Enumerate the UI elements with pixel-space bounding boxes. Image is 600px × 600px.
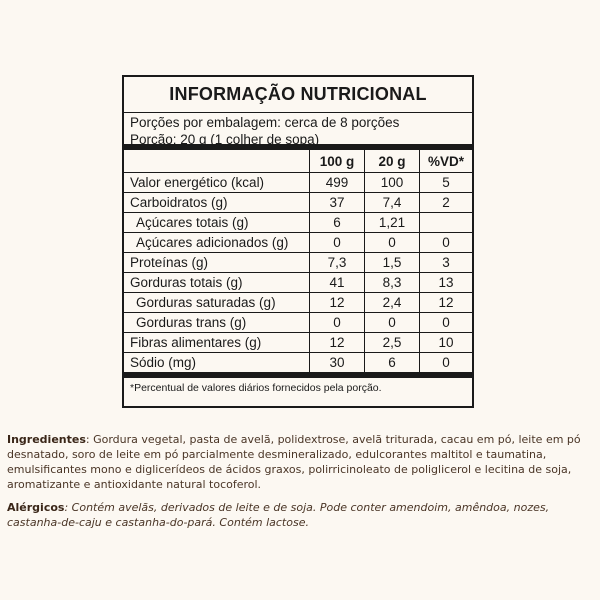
- value-20g: 6: [365, 353, 420, 376]
- value-20g: 1,5: [365, 253, 420, 273]
- header-20g: 20 g: [365, 150, 420, 173]
- value-20g: 2,5: [365, 333, 420, 353]
- serving-info: [124, 113, 472, 150]
- value-vd: 0: [420, 353, 473, 376]
- value-100g: 499: [310, 173, 365, 193]
- nutrient-name: Açúcares adicionados (g): [124, 233, 310, 253]
- allergens-label: Alérgicos: [7, 501, 65, 514]
- footnote: *Percentual de valores diários fornecidos pela porção.: [130, 382, 382, 394]
- ingredients-label: Ingredientes: [7, 433, 86, 446]
- nutrient-name: Sódio (mg): [124, 353, 310, 376]
- serving-size: Porção: 20 g (1 colher de sopa): [130, 131, 320, 147]
- value-vd: 3: [420, 253, 473, 273]
- nutrition-title: INFORMAÇÃO NUTRICIONAL: [124, 77, 472, 113]
- header-blank: [124, 150, 310, 173]
- nutrition-facts-panel: [122, 75, 474, 408]
- header-100g: 100 g: [310, 150, 365, 173]
- value-vd: 2: [420, 193, 473, 213]
- value-vd: 5: [420, 173, 473, 193]
- value-100g: 0: [310, 233, 365, 253]
- nutrition-header-row: [124, 150, 472, 173]
- value-20g: 0: [365, 313, 420, 333]
- nutrient-name: Carboidratos (g): [124, 193, 310, 213]
- value-100g: 30: [310, 353, 365, 376]
- value-vd: 10: [420, 333, 473, 353]
- value-vd: [420, 213, 473, 233]
- value-20g: 1,21: [365, 213, 420, 233]
- nutrition-row: [124, 273, 472, 293]
- ingredients-text: : Gordura vegetal, pasta de avelã, polidextrose, avelã triturada, cacau em pó, leite em pó desnatado, soro de leite em pó parcialmente desmineralizado, edulcorantes maltitol e taumatina, emulsificantes mono e diglicerídeos de ácidos graxos, polirricinoleato de poliglicerol e lecitina de soja, aromatizante e antioxidante natural tocoferol.: [7, 433, 581, 491]
- value-100g: 0: [310, 313, 365, 333]
- value-20g: 0: [365, 233, 420, 253]
- value-100g: 12: [310, 333, 365, 353]
- value-100g: 6: [310, 213, 365, 233]
- value-vd: 0: [420, 233, 473, 253]
- value-100g: 37: [310, 193, 365, 213]
- nutrition-row: [124, 253, 472, 273]
- nutrient-name: Gorduras saturadas (g): [124, 293, 310, 313]
- allergens-text: : Contém avelãs, derivados de leite e de soja. Pode conter amendoim, amêndoa, nozes, castanha-de-caju e castanha-do-pará. Contém lactose.: [7, 501, 550, 529]
- nutrition-row: [124, 333, 472, 353]
- value-100g: 7,3: [310, 253, 365, 273]
- nutrient-name: Valor energético (kcal): [130, 175, 265, 190]
- value-vd: 13: [420, 273, 473, 293]
- nutrient-name: Fibras alimentares (g): [124, 333, 310, 353]
- nutrient-name: Proteínas (g): [124, 253, 310, 273]
- nutrition-row: [124, 193, 472, 213]
- servings-per-package: Porções por embalagem: cerca de 8 porções: [130, 115, 400, 130]
- value-20g: 2,4: [365, 293, 420, 313]
- header-vd: %VD*: [420, 150, 473, 173]
- value-20g: 100: [365, 173, 420, 193]
- nutrient-name: Gorduras totais (g): [124, 273, 310, 293]
- nutrient-name: Açúcares totais (g): [124, 213, 310, 233]
- value-20g: 8,3: [365, 273, 420, 293]
- nutrition-row: [124, 353, 472, 376]
- ingredients-block: [7, 432, 593, 492]
- nutrition-row: [124, 313, 472, 333]
- value-100g: 41: [310, 273, 365, 293]
- value-vd: 0: [420, 313, 473, 333]
- value-100g: 12: [310, 293, 365, 313]
- nutrition-row: [124, 213, 472, 233]
- nutrition-row: [124, 233, 472, 253]
- nutrient-name: Gorduras trans (g): [124, 313, 310, 333]
- nutrition-row: [124, 293, 472, 313]
- value-20g: 7,4: [365, 193, 420, 213]
- nutrition-table: [124, 150, 472, 378]
- value-vd: 12: [420, 293, 473, 313]
- allergens-block: [7, 500, 593, 530]
- nutrition-row: [124, 173, 472, 193]
